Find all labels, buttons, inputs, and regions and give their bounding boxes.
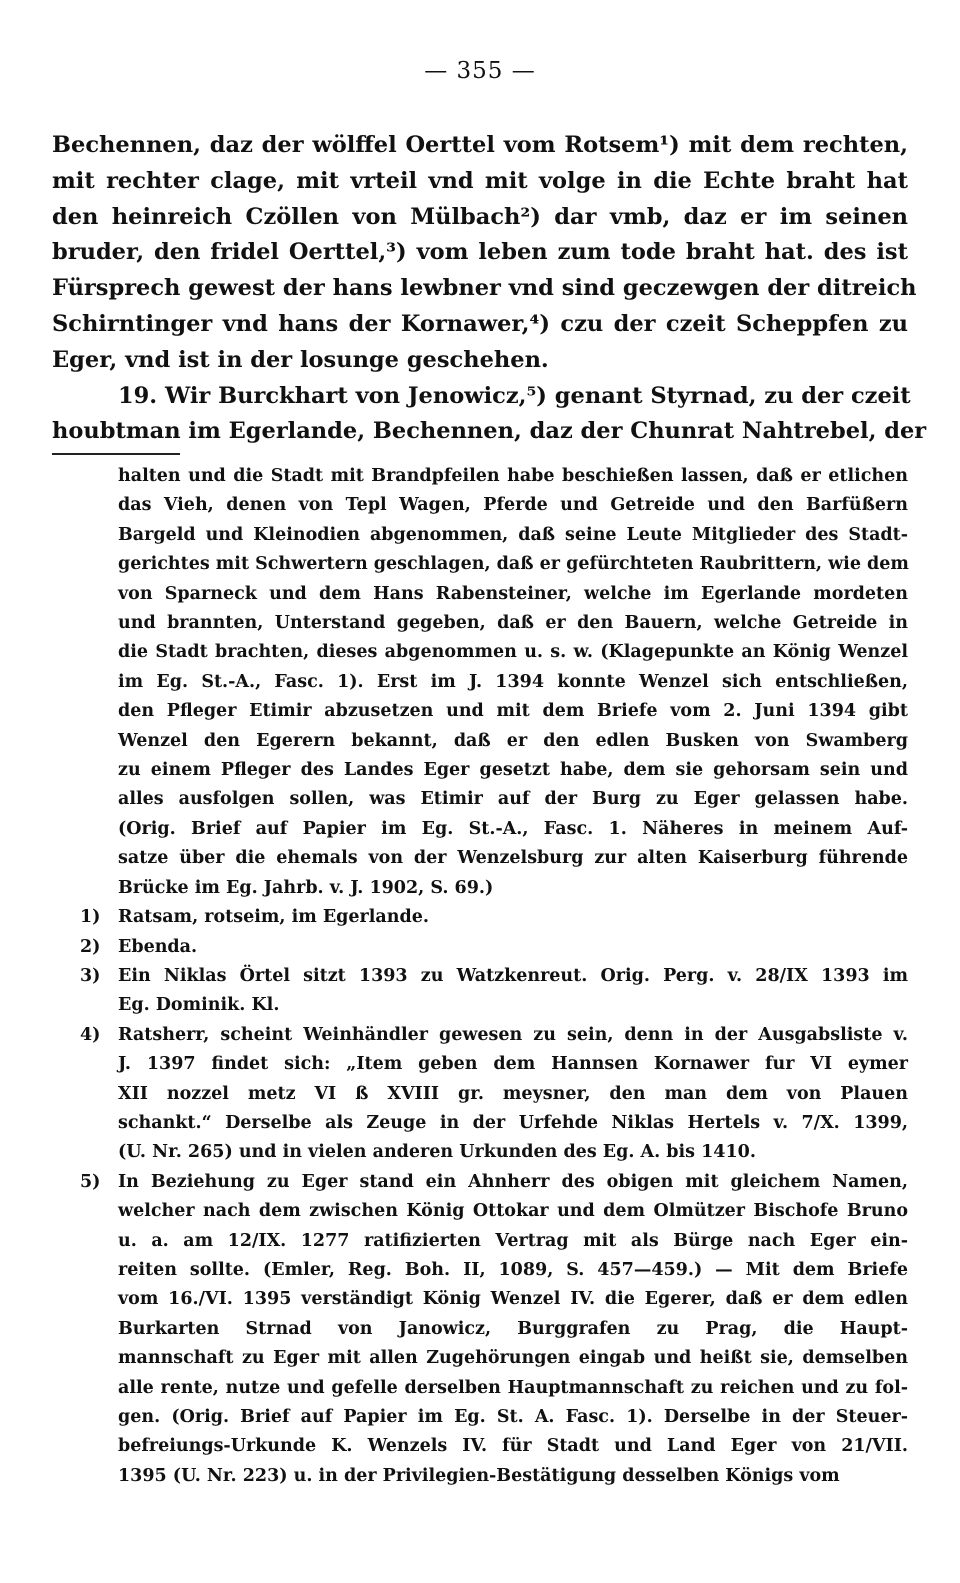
main-line: bruder, den fridel Oerttel,³) vom leben zum tode braht hat. des ist (52, 239, 908, 266)
footnote-2 (52, 933, 908, 962)
page-number: — 355 — (424, 58, 536, 84)
note-line: im Eg. St.-A., Fasc. 1). Erst im J. 1394 konnte Wenzel sich entschließen, (118, 671, 908, 692)
note-line: 1395 (U. Nr. 223) u. in der Privilegien-Bestätigung desselben Königs vom (118, 1465, 840, 1486)
note-line: schankt.“ Derselbe als Zeuge in der Urfehde Niklas Hertels v. 7/X. 1399, (118, 1112, 908, 1133)
footnote-separator (52, 453, 180, 455)
note-line: zu einem Pfleger des Landes Eger gesetzt habe, dem sie gehorsam sein und (118, 760, 908, 781)
note-line: von Sparneck und dem Hans Rabensteiner, welche im Egerlande mordeten (118, 583, 908, 604)
main-line: Eger, vnd ist in der losunge geschehen. (52, 346, 549, 373)
main-line-entry-19: 19. Wir Burckhart von Jenowicz,⁵) genant Styrnad, zu der czeit (118, 382, 911, 409)
footnote-number: 4) (80, 1024, 101, 1045)
note-line: die Stadt brachten, dieses abgenommen u. s. w. (Klagepunkte an König Wenzel (118, 642, 908, 663)
main-line: Schirntinger vnd hans der Kornawer,⁴) czu der czeit Scheppfen zu (52, 310, 908, 337)
note-line: Ebenda. (118, 936, 198, 957)
footnote-number: 2) (80, 936, 101, 957)
footnote-1 (52, 903, 908, 932)
main-line: houbtman im Egerlande, Bechennen, daz der Chunrat Nahtrebel, der (52, 418, 927, 445)
main-text (52, 128, 927, 450)
note-line: halten und die Stadt mit Brandpfeilen habe beschießen lassen, daß er etlichen (118, 466, 908, 486)
note-line: satze über die ehemals von der Wenzelsburg zur alten Kaiserburg führende (118, 848, 908, 869)
note-line: Eg. Dominik. Kl. (118, 995, 280, 1016)
main-line: Bechennen, daz der wölffel Oerttel vom Rotsem¹) mit dem rechten, (52, 132, 908, 158)
footnote-number: 5) (80, 1171, 101, 1192)
note-line: (U. Nr. 265) und in vielen anderen Urkunden des Eg. A. bis 1410. (118, 1142, 756, 1163)
note-line: XII nozzel metz VI ß XVIII gr. meysner, den man dem von Plauen (118, 1083, 908, 1104)
footnote-number: 1) (80, 907, 101, 928)
note-line: Ein Niklas Örtel sitzt 1393 zu Watzkenreut. Orig. Perg. v. 28/IX 1393 im (118, 965, 908, 986)
note-line: mannschaft zu Eger mit allen Zugehörungen eingab und heißt sie, demselben (118, 1348, 908, 1369)
note-line: Ratsam, rotseim, im Egerlande. (118, 907, 429, 928)
note-line: J. 1397 findet sich: „Item geben dem Hannsen Kornawer fur VI eymer (118, 1054, 908, 1075)
note-line: welcher nach dem zwischen König Ottokar und dem Olmützer Bischofe Bruno (118, 1201, 908, 1222)
note-line: Brücke im Eg. Jahrb. v. J. 1902, S. 69.) (118, 877, 494, 898)
footnote-3 (52, 962, 908, 1021)
note-line: reiten sollte. (Emler, Reg. Boh. II, 1089, S. 457—459.) — Mit dem Briefe (118, 1259, 908, 1280)
note-line: und brannten, Unterstand gegeben, daß er den Bauern, welche Getreide in (118, 613, 908, 634)
note-line: den Pfleger Etimir abzusetzen und mit dem Briefe vom 2. Juni 1394 gibt (118, 701, 908, 722)
note-line: In Beziehung zu Eger stand ein Ahnherr des obigen mit gleichem Namen, (118, 1171, 908, 1192)
note-line: gen. (Orig. Brief auf Papier im Eg. St. A. Fasc. 1). Derselbe in der Steuer- (118, 1407, 908, 1427)
note-line: (Orig. Brief auf Papier im Eg. St.-A., Fasc. 1. Näheres in meinem Auf- (118, 818, 908, 839)
note-line: Bargeld und Kleinodien abgenommen, daß seine Leute Mitglieder des Stadt- (118, 524, 908, 545)
note-line: vom 16./VI. 1395 verständigt König Wenzel IV. die Egerer, daß er dem edlen (118, 1289, 908, 1310)
main-line: Fürsprech gewest der hans lewbner vnd sind geczewgen der ditreich (52, 275, 917, 302)
note-line: Wenzel den Egerern bekannt, daß er den edlen Busken von Swamberg (118, 730, 908, 751)
note-line: Burkarten Strnad von Janowicz, Burggrafen zu Prag, die Haupt- (118, 1318, 908, 1339)
footnote-4 (52, 1021, 908, 1168)
footnote-number: 3) (80, 965, 101, 986)
main-line: den heinreich Czöllen von Mülbach²) dar vmb, daz er im seinen (52, 203, 908, 230)
note-line: gerichtes mit Schwertern geschlagen, daß er gefürchteten Raubrittern, wie dem (118, 554, 909, 575)
note-line: Ratsherr, scheint Weinhändler gewesen zu sein, denn in der Ausgabsliste v. (118, 1024, 908, 1045)
note-line: das Vieh, denen von Tepl Wagen, Pferde und Getreide und den Barfüßern (118, 495, 908, 516)
footnote-continuation (52, 462, 908, 903)
note-line: alle rente, nutze und gefelle derselben Hauptmannschaft zu reichen und zu fol- (118, 1377, 908, 1398)
note-line: befreiungs-Urkunde K. Wenzels IV. für Stadt und Land Eger von 21/VII. (118, 1436, 908, 1457)
note-line: u. a. am 12/IX. 1277 ratifizierten Vertrag mit als Bürge nach Eger ein- (118, 1230, 908, 1251)
footnotes (52, 462, 908, 1491)
footnote-5 (52, 1168, 908, 1491)
note-line: alles ausfolgen sollen, was Etimir auf der Burg zu Eger gelassen habe. (118, 789, 908, 810)
main-line: mit rechter clage, mit vrteil vnd mit volge in die Echte braht hat (52, 167, 908, 194)
